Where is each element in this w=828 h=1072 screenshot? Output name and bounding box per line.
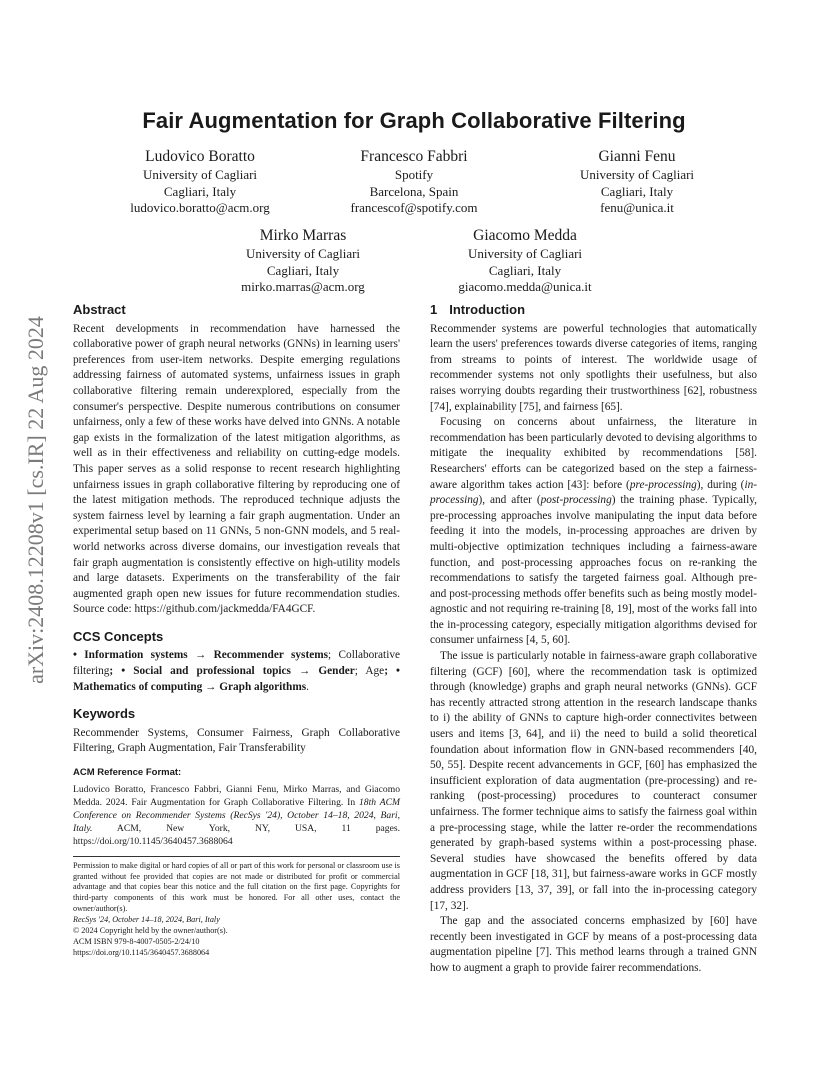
permission-notice: Permission to make digital or hard copies of all or part of this work for personal or classroom use is granted without fee provided that copies are not made or distributed for profit or commercial advantage and that copies bear this notice and the full citation on the first page. Copyrights for third-party components of this work must be honored. For all other uses, contact the owner/author(s). RecSys '24, October 14–18, 2024, Bari, Italy © 2024 Copyright held by the owner/author(s). ACM ISBN 979-8-4007-0505-2/24/10 https://doi.org/10.1145/3640457.3688064: [73, 860, 400, 957]
keywords-heading: Keywords: [73, 706, 136, 722]
author-email[interactable]: mirko.marras@acm.org: [241, 279, 365, 294]
author-location: Cagliari, Italy: [266, 262, 340, 278]
intro-paragraph: Focusing on concerns about unfairness, the literature in recommendation has been particularly devoted to devising algorithms to mitigate the inequality exhibited by recommendations [58]. Researchers' efforts can be categorized based on the step a fairness-aware algorithm takes action [43]: before (pre-processing), during (in-processing), and after (post-processing) the training phase. Typically, pre-processing approaches involve manipulating the input data before feeding it into the models, in-processing approaches are driven by multi-objective optimization techniques including a fairness-aware function, and post-processing approaches focus on re-ranking the recommendations to satisfy the targeted fairness goal. Although pre- and post-processing methods offer benefits such as being mostly model-agnostic and not requiring re-training [8, 19], most of the works fall into the in-processing category, especially mitigation algorithms devised for consumer unfairness [4, 5, 60].: [430, 416, 757, 647]
author-name: Mirko Marras: [259, 227, 347, 244]
abstract-text: Recent developments in recommendation have harnessed the collaborative power of graph neural networks (GNNs) in learning users' preferences from user-item networks. Despite emerging regulations addressing fairness of automated systems, unfairness issues in graph collaborative filtering remain underexplored, especially from the consumer's perspective. Despite numerous contributions on consumer unfairness, only a few of these works have delved into GNNs. A notable gap exists in the formalization of the latest mitigation algorithms, as well as in their effectiveness and reliability on cutting-edge models. This paper serves as a solid response to recent research highlighting unfairness issues in graph collaborative filtering by reproducing one of the latest mitigation methods. The reproduced technique adjusts the system fairness level by learning a fair graph augmentation. Under an experimental setup based on 11 GNNs, 5 non-GNN models, and 5 real-world networks across diverse domains, our investigation reveals that fair graph augmentation is consistently effective on high-utility models and large datasets. Experiments on the transferability of the fair augmented graph open new issues for future recommendation studies. Source code: https://github.com/jackmedda/FA4GCF.: [73, 322, 400, 616]
author-name: Ludovico Boratto: [145, 148, 255, 165]
section-heading-introduction: 1 Introduction: [430, 302, 526, 317]
author-affiliation: Spotify: [394, 167, 434, 182]
author-location: Cagliari, Italy: [488, 262, 562, 278]
intro-paragraph: Recommender systems are powerful technologies that automatically learn the users' preferences towards diverse categories of items, ranging from streams to points of interest. The worldwide usage of recommender systems not only spotlights their usefulness, but also raises worrying doubts regarding their trustworthiness [62], robustness [74], explainability [75], and fairness [65].: [430, 322, 757, 413]
author-name: Giacomo Medda: [473, 227, 577, 244]
author-name: Francesco Fabbri: [360, 148, 468, 165]
abstract-heading: Abstract: [73, 302, 126, 317]
paper-title: Fair Augmentation for Graph Collaborative Filtering: [142, 108, 686, 133]
author-email[interactable]: francescof@spotify.com: [350, 200, 478, 215]
ccs-heading: CCS Concepts: [73, 628, 164, 644]
acm-reference-heading: ACM Reference Format:: [73, 767, 182, 779]
acm-reference-text: Ludovico Boratto, Francesco Fabbri, Gianni Fenu, Mirko Marras, and Giacomo Medda. 2024. Fair Augmentation for Graph Collaborative Filtering. In 18th ACM Conference on Recommender Systems (RecSys '24), October 14–18, 2024, Bari, Italy. ACM, New York, NY, USA, 11 pages. https://doi.org/10.1145/3640457.3688064: [73, 783, 400, 847]
author-block: [425, 226, 625, 296]
author-affiliation: University of Cagliari: [245, 246, 361, 261]
author-affiliation: University of Cagliari: [467, 246, 583, 261]
author-block: [100, 147, 300, 217]
intro-paragraph: The issue is particularly notable in fairness-aware graph collaborative filtering (GCF) [60], where the recommendation task is optimized through (knowledge) graphs and graph neural networks (GNNs). GCF has recently attracted strong attention in the research landscape thanks to i) the ability of GNNs to capture high-order connectivites between users and items [3, 64], and ii) the need to build a solid theoretical foundation about information flow in GNN-based recommenders [40, 50, 55]. Despite recent advancements in GCF, [60] has emphasized the insufficient exploration of data augmentation (pre-processing) and re-ranking (post-processing) procedures to counteract consumer unfairness. The former technique aims to satisfy the fairness goal within a pre-processing stage, while the latter re-order the recommendations generated by graph-based systems within a post-processing phase. Several studies have showcased the benefits offered by data augmentation in GCF [18, 31], but fairness-aware works in GCF mostly address providers [13, 37, 39], or fall into the in-processing category [17, 32].: [430, 650, 757, 912]
doi-link[interactable]: https://doi.org/10.1145/3640457.3688064: [73, 947, 210, 957]
author-email[interactable]: fenu@unica.it: [600, 200, 674, 215]
left-column: [73, 302, 400, 959]
right-column: [430, 302, 757, 977]
author-block: [314, 147, 514, 217]
arxiv-identifier: arXiv:2408.12208v1 [cs.IR] 22 Aug 2024: [23, 316, 48, 684]
keywords-text: Recommender Systems, Consumer Fairness, Graph Collaborative Filtering, Graph Augmentation, Fair Transferability: [73, 726, 400, 755]
ccs-concepts: • Information systems → Recommender systems; Collaborative filtering; • Social and professional topics → Gender; Age; • Mathematics of computing → Graph algorithms.: [73, 649, 400, 693]
intro-paragraph: The gap and the associated concerns emphasized by [60] have recently been investigated in GCF by means of a post-processing data augmentation pipeline [7]. This method learns through a trained GNN how to augment a graph to provide fairer recommendations.: [430, 915, 757, 974]
author-email[interactable]: giacomo.medda@unica.it: [458, 279, 592, 294]
author-location: Cagliari, Italy: [163, 183, 237, 199]
author-block: [203, 226, 403, 296]
author-affiliation: University of Cagliari: [142, 167, 258, 182]
author-affiliation: University of Cagliari: [579, 167, 695, 182]
author-location: Barcelona, Spain: [369, 183, 459, 199]
footnote-rule: [73, 856, 400, 857]
author-email[interactable]: ludovico.boratto@acm.org: [130, 200, 270, 215]
author-block: [537, 147, 737, 217]
author-name: Gianni Fenu: [598, 148, 676, 165]
author-location: Cagliari, Italy: [600, 183, 674, 199]
